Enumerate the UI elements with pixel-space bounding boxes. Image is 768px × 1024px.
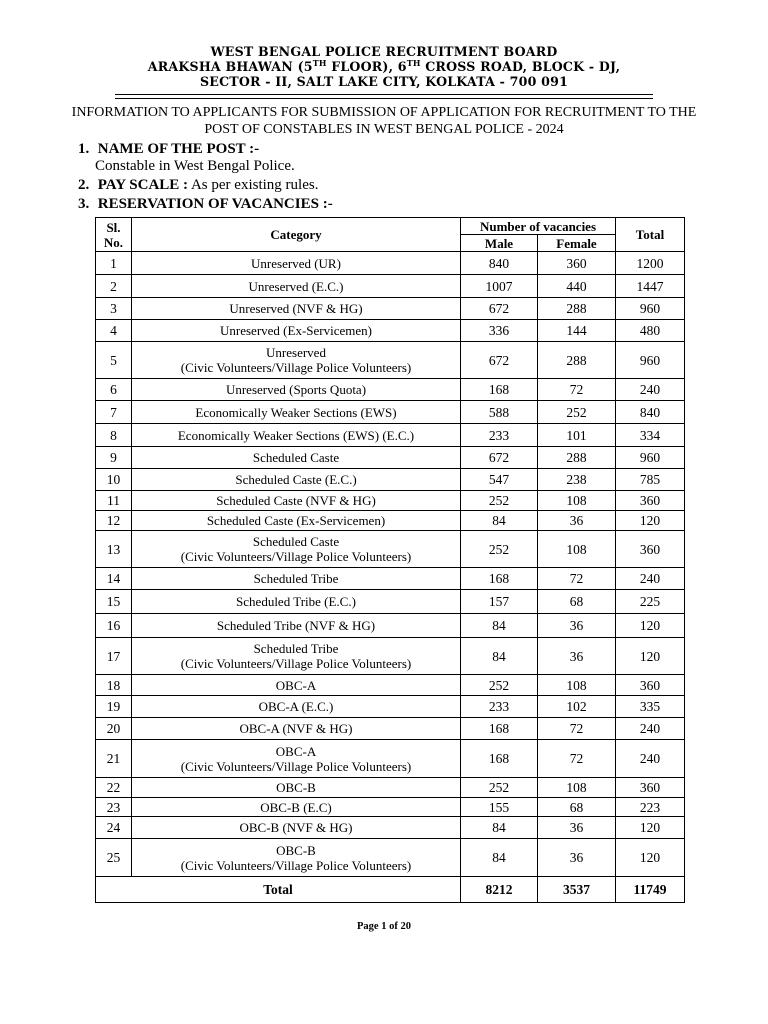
total-male: 8212: [461, 877, 538, 903]
category-cell: [132, 675, 461, 696]
male-cell: 157: [461, 590, 538, 614]
sl-no-cell: 4: [96, 320, 132, 342]
category-cell: [132, 320, 461, 342]
section-title: NAME OF THE POST :-: [97, 141, 260, 157]
table-row: [96, 511, 685, 531]
sl-no-cell: 6: [96, 379, 132, 401]
table-row: [96, 491, 685, 511]
category-name: OBC-B (NVF & HG): [239, 820, 353, 835]
total-cell: 120: [616, 839, 685, 877]
sl-no-cell: 17: [96, 638, 132, 675]
total-cell: 335: [616, 696, 685, 718]
male-cell: 336: [461, 320, 538, 342]
category-name: Scheduled Caste (NVF & HG): [216, 493, 376, 508]
category-subtext: (Civic Volunteers/Village Police Volunteers): [180, 360, 412, 375]
female-cell: 440: [538, 275, 616, 298]
category-name: OBC-B: [276, 780, 316, 795]
table-row: [96, 531, 685, 568]
post-name: Constable in West Bengal Police.: [95, 158, 295, 174]
category-subtext: (Civic Volunteers/Village Police Volunteers): [180, 656, 412, 671]
table-row: [96, 839, 685, 877]
male-cell: 84: [461, 511, 538, 531]
sl-no-cell: 16: [96, 614, 132, 638]
female-cell: 72: [538, 718, 616, 740]
category-name: OBC-B: [276, 842, 316, 858]
female-cell: 108: [538, 778, 616, 798]
grand-total: 11749: [616, 877, 685, 903]
vacancy-table: [95, 217, 685, 903]
category-name: Economically Weaker Sections (EWS): [195, 404, 397, 420]
sl-no-cell: 1: [96, 252, 132, 275]
category-cell: [132, 379, 461, 401]
category-cell: [132, 778, 461, 798]
table-row: [96, 590, 685, 614]
female-cell: 108: [538, 491, 616, 511]
total-cell: 334: [616, 424, 685, 447]
total-header: Total: [616, 218, 685, 252]
male-cell: 155: [461, 798, 538, 817]
female-cell: 108: [538, 531, 616, 568]
section-reservation: [78, 195, 333, 213]
female-cell: 68: [538, 798, 616, 817]
male-cell: 84: [461, 839, 538, 877]
total-cell: 223: [616, 798, 685, 817]
total-cell: 480: [616, 320, 685, 342]
category-name: Scheduled Caste (E.C.): [235, 472, 357, 487]
category-cell: [132, 638, 461, 675]
sl-no-cell: 13: [96, 531, 132, 568]
category-cell: [132, 614, 461, 638]
sl-no-cell: 3: [96, 298, 132, 320]
table-row: [96, 401, 685, 424]
category-name: Unreserved (Sports Quota): [225, 382, 367, 397]
sl-no-cell: 23: [96, 798, 132, 817]
category-cell: [132, 447, 461, 469]
sl-label: Sl.: [106, 219, 121, 235]
total-cell: 360: [616, 531, 685, 568]
male-cell: 168: [461, 379, 538, 401]
male-cell: 840: [461, 252, 538, 275]
total-cell: 120: [616, 511, 685, 531]
sl-no-cell: 14: [96, 568, 132, 590]
female-cell: 288: [538, 447, 616, 469]
category-cell: [132, 696, 461, 718]
female-header: Female: [538, 235, 616, 252]
category-name: Scheduled Caste: [252, 450, 340, 465]
female-cell: 72: [538, 379, 616, 401]
male-cell: 672: [461, 342, 538, 379]
category-cell: [132, 511, 461, 531]
sl-no-cell: 9: [96, 447, 132, 469]
table-row: [96, 718, 685, 740]
female-cell: 101: [538, 424, 616, 447]
table-row: [96, 568, 685, 590]
total-cell: 840: [616, 401, 685, 424]
male-cell: 168: [461, 740, 538, 778]
category-name: Scheduled Tribe (NVF & HG): [216, 618, 376, 633]
sl-no-cell: 12: [96, 511, 132, 531]
sl-no-cell: 8: [96, 424, 132, 447]
male-cell: 252: [461, 491, 538, 511]
ordinal-suffix: TH: [406, 57, 421, 68]
total-cell: 360: [616, 675, 685, 696]
total-label: Total: [96, 877, 461, 903]
pay-scale-text: As per existing rules.: [188, 177, 319, 193]
female-cell: 288: [538, 298, 616, 320]
male-cell: 168: [461, 718, 538, 740]
category-name: Unreserved (UR): [251, 255, 341, 271]
table-row: [96, 817, 685, 839]
table-row: [96, 379, 685, 401]
category-name: OBC-A: [275, 743, 317, 759]
category-name: OBC-B (E.C): [260, 799, 332, 815]
total-cell: 1200: [616, 252, 685, 275]
female-cell: 238: [538, 469, 616, 491]
total-cell: 960: [616, 298, 685, 320]
total-cell: 1447: [616, 275, 685, 298]
male-cell: 168: [461, 568, 538, 590]
table-row: [96, 447, 685, 469]
male-cell: 233: [461, 696, 538, 718]
female-cell: 102: [538, 696, 616, 718]
sl-no-cell: 25: [96, 839, 132, 877]
category-cell: [132, 590, 461, 614]
male-cell: 547: [461, 469, 538, 491]
total-cell: 360: [616, 778, 685, 798]
sl-no-cell: 5: [96, 342, 132, 379]
total-cell: 785: [616, 469, 685, 491]
category-cell: [132, 424, 461, 447]
category-subtext: (Civic Volunteers/Village Police Volunteers): [180, 857, 412, 873]
address-part: FLOOR), 6: [326, 59, 407, 74]
category-name: Scheduled Caste: [252, 534, 340, 549]
category-subtext: (Civic Volunteers/Village Police Volunteers): [180, 758, 412, 774]
sl-no-cell: 21: [96, 740, 132, 778]
total-cell: 120: [616, 817, 685, 839]
table-row: [96, 740, 685, 778]
ordinal-suffix: TH: [312, 57, 327, 68]
female-cell: 36: [538, 817, 616, 839]
board-name: WEST BENGAL POLICE RECRUITMENT BOARD: [210, 44, 558, 59]
address-line-2: SECTOR - II, SALT LAKE CITY, KOLKATA - 700 091: [199, 74, 569, 89]
section-number: 3.: [78, 196, 90, 212]
category-cell: [132, 839, 461, 877]
table-row: [96, 675, 685, 696]
info-line-1: INFORMATION TO APPLICANTS FOR SUBMISSION OF APPLICATION FOR RECRUITMENT TO THE: [71, 105, 697, 120]
male-cell: 252: [461, 531, 538, 568]
category-subtext: (Civic Volunteers/Village Police Volunteers): [180, 549, 412, 564]
female-cell: 360: [538, 252, 616, 275]
sl-no-cell: 2: [96, 275, 132, 298]
no-label: No.: [103, 234, 124, 250]
table-row: [96, 320, 685, 342]
letterhead: [0, 44, 768, 89]
category-name: Unreserved: [266, 345, 326, 360]
category-cell: [132, 252, 461, 275]
category-name: Economically Weaker Sections (EWS) (E.C.): [177, 427, 415, 443]
category-cell: [132, 401, 461, 424]
male-cell: 672: [461, 447, 538, 469]
male-header: Male: [461, 235, 538, 252]
sl-no-cell: 11: [96, 491, 132, 511]
male-cell: 233: [461, 424, 538, 447]
category-cell: [132, 275, 461, 298]
category-name: Scheduled Tribe: [253, 571, 339, 586]
header-rule-top: [115, 94, 653, 95]
female-cell: 252: [538, 401, 616, 424]
table-row: [96, 469, 685, 491]
total-female: 3537: [538, 877, 616, 903]
female-cell: 288: [538, 342, 616, 379]
vacancies-header: Number of vacancies: [461, 218, 616, 235]
female-cell: 36: [538, 839, 616, 877]
total-cell: 240: [616, 568, 685, 590]
total-cell: 240: [616, 379, 685, 401]
total-cell: 240: [616, 718, 685, 740]
total-cell: 120: [616, 614, 685, 638]
section-name-of-post: [78, 140, 259, 158]
address-line-1: [0, 59, 768, 74]
female-cell: 108: [538, 675, 616, 696]
female-cell: 72: [538, 740, 616, 778]
sl-no-header: [96, 218, 132, 252]
total-row: [96, 877, 685, 903]
category-cell: [132, 740, 461, 778]
male-cell: 588: [461, 401, 538, 424]
category-name: Unreserved (NVF & HG): [229, 301, 363, 316]
category-cell: [132, 817, 461, 839]
total-cell: 960: [616, 447, 685, 469]
sl-no-cell: 10: [96, 469, 132, 491]
sl-no-cell: 7: [96, 401, 132, 424]
female-cell: 36: [538, 638, 616, 675]
address-part: ARAKSHA BHAWAN (5: [147, 59, 313, 74]
male-cell: 84: [461, 614, 538, 638]
total-cell: 240: [616, 740, 685, 778]
table-row: [96, 614, 685, 638]
section-number: 1.: [78, 141, 90, 157]
table-row: [96, 778, 685, 798]
sl-no-cell: 19: [96, 696, 132, 718]
category-name: OBC-A (E.C.): [258, 699, 334, 714]
information-heading: [60, 104, 708, 138]
page-number: Page 1 of 20: [357, 921, 411, 932]
male-cell: 1007: [461, 275, 538, 298]
total-cell: 960: [616, 342, 685, 379]
category-header: Category: [132, 218, 461, 252]
female-cell: 68: [538, 590, 616, 614]
table-row: [96, 298, 685, 320]
category-cell: [132, 491, 461, 511]
address-part: CROSS ROAD, BLOCK - DJ,: [420, 59, 621, 74]
total-cell: 360: [616, 491, 685, 511]
category-cell: [132, 568, 461, 590]
table-row: [96, 275, 685, 298]
table-row: [96, 696, 685, 718]
category-cell: [132, 718, 461, 740]
sl-no-cell: 20: [96, 718, 132, 740]
female-cell: 36: [538, 614, 616, 638]
table-row: [96, 424, 685, 447]
table-row: [96, 638, 685, 675]
male-cell: 84: [461, 638, 538, 675]
category-cell: [132, 798, 461, 817]
table-row: [96, 252, 685, 275]
male-cell: 252: [461, 675, 538, 696]
section-pay-scale: [78, 176, 318, 194]
total-cell: 225: [616, 590, 685, 614]
male-cell: 672: [461, 298, 538, 320]
category-name: OBC-A (NVF & HG): [239, 721, 353, 736]
sl-no-cell: 22: [96, 778, 132, 798]
sl-no-cell: 18: [96, 675, 132, 696]
section-title: PAY SCALE :: [97, 177, 189, 193]
header-rule-bottom: [115, 98, 653, 99]
sl-no-cell: 15: [96, 590, 132, 614]
female-cell: 36: [538, 511, 616, 531]
male-cell: 252: [461, 778, 538, 798]
info-line-2: POST OF CONSTABLES IN WEST BENGAL POLICE - 2024: [204, 122, 564, 137]
section-title: RESERVATION OF VACANCIES :-: [97, 196, 333, 212]
category-name: Scheduled Caste (Ex-Servicemen): [206, 513, 386, 528]
table-row: [96, 342, 685, 379]
category-name: Scheduled Tribe: [253, 641, 339, 656]
category-cell: [132, 342, 461, 379]
table-row: [96, 798, 685, 817]
female-cell: 144: [538, 320, 616, 342]
female-cell: 72: [538, 568, 616, 590]
category-name: Unreserved (E.C.): [248, 278, 344, 294]
category-cell: [132, 531, 461, 568]
total-cell: 120: [616, 638, 685, 675]
sl-no-cell: 24: [96, 817, 132, 839]
category-name: Unreserved (Ex-Servicemen): [220, 323, 372, 338]
category-cell: [132, 298, 461, 320]
category-cell: [132, 469, 461, 491]
section-number: 2.: [78, 177, 90, 193]
category-name: OBC-A: [275, 677, 317, 693]
category-name: Scheduled Tribe (E.C.): [236, 594, 356, 609]
male-cell: 84: [461, 817, 538, 839]
